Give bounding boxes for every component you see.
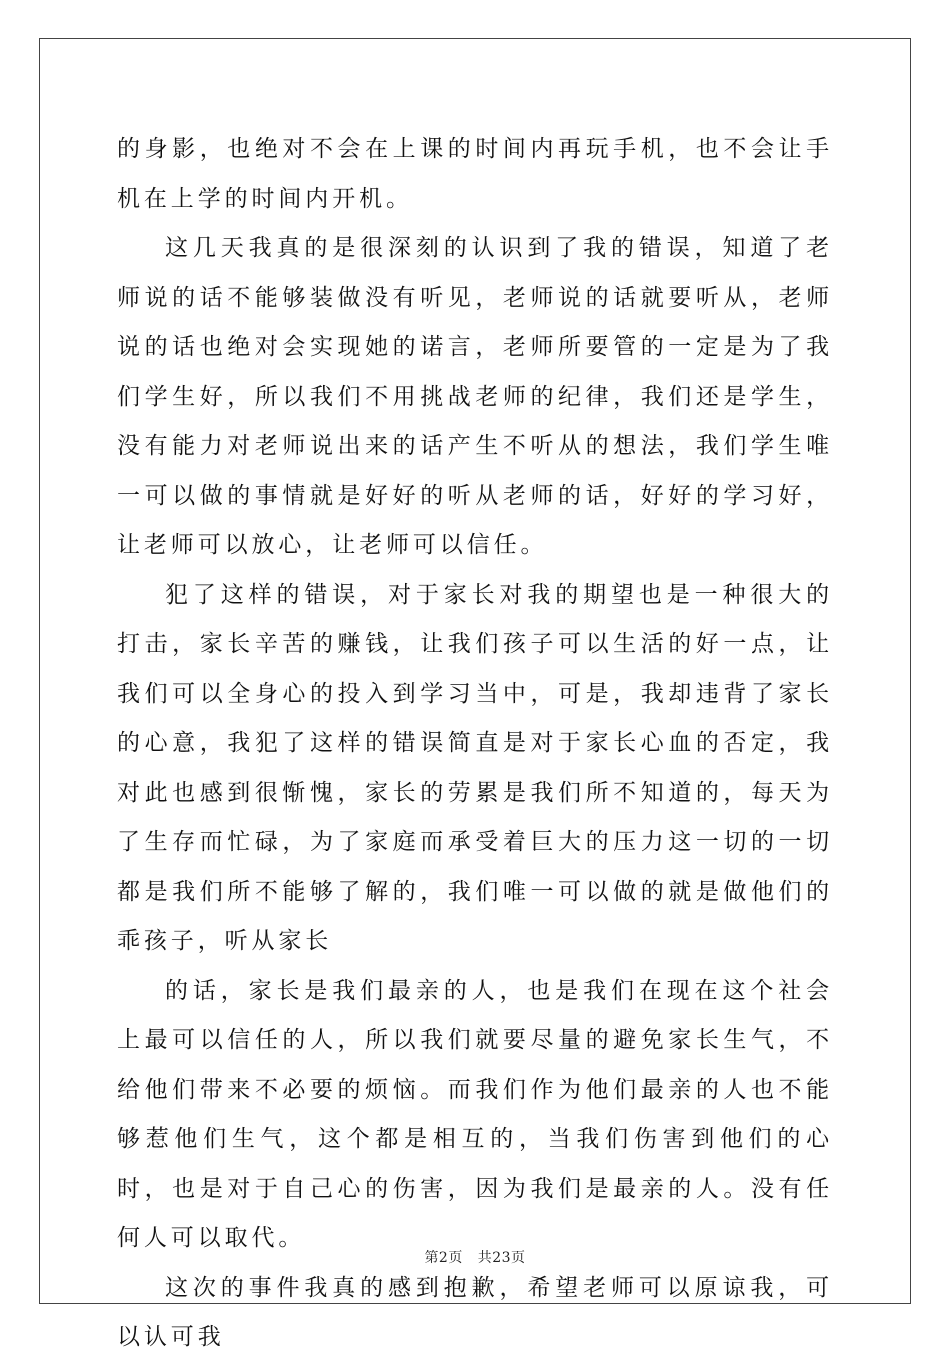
document-body (117, 125, 833, 1363)
page-number: 第2页 (424, 1250, 463, 1266)
page-total: 共23页 (477, 1250, 526, 1266)
page-footer (0, 1247, 950, 1267)
paragraph-3: 犯了这样的错误，对于家长对我的期望也是一种很大的打击，家长辛苦的赚钱，让我们孩子可以生活的好一点，让我们可以全身心的投入到学习当中，可是，我却违背了家长的心意，我犯了这样的错误简直是对于家长心血的否定，我对此也感到很惭愧，家长的劳累是我们所不知道的，每天为了生存而忙碌，为了家庭而承受着巨大的压力这一切的一切都是我们所不能够了解的，我们唯一可以做的就是做他们的乖孩子，听从家长 (117, 581, 833, 954)
paragraph-1: 的身影，也绝对不会在上课的时间内再玩手机，也不会让手机在上学的时间内开机。 (117, 136, 833, 212)
paragraph-2: 这几天我真的是很深刻的认识到了我的错误，知道了老师说的话不能够装做没有听见，老师说的话就要听从，老师说的话也绝对会实现她的诺言，老师所要管的一定是为了我们学生好，所以我们不用挑战老师的纪律，我们还是学生，没有能力对老师说出来的话产生不听从的想法，我们学生唯一可以做的事情就是好好的听从老师的话，好好的学习好，让老师可以放心，让老师可以信任。 (117, 235, 833, 558)
paragraph-4: 的话，家长是我们最亲的人，也是我们在现在这个社会上最可以信任的人，所以我们就要尽量的避免家长生气，不给他们带来不必要的烦恼。而我们作为他们最亲的人也不能够惹他们生气，这个都是相互的，当我们伤害到他们的心时，也是对于自己心的伤害，因为我们是最亲的人。没有任何人可以取代。 (117, 977, 833, 1251)
paragraph-5: 这次的事件我真的感到抱歉，希望老师可以原谅我，可以认可我 (117, 1274, 833, 1350)
